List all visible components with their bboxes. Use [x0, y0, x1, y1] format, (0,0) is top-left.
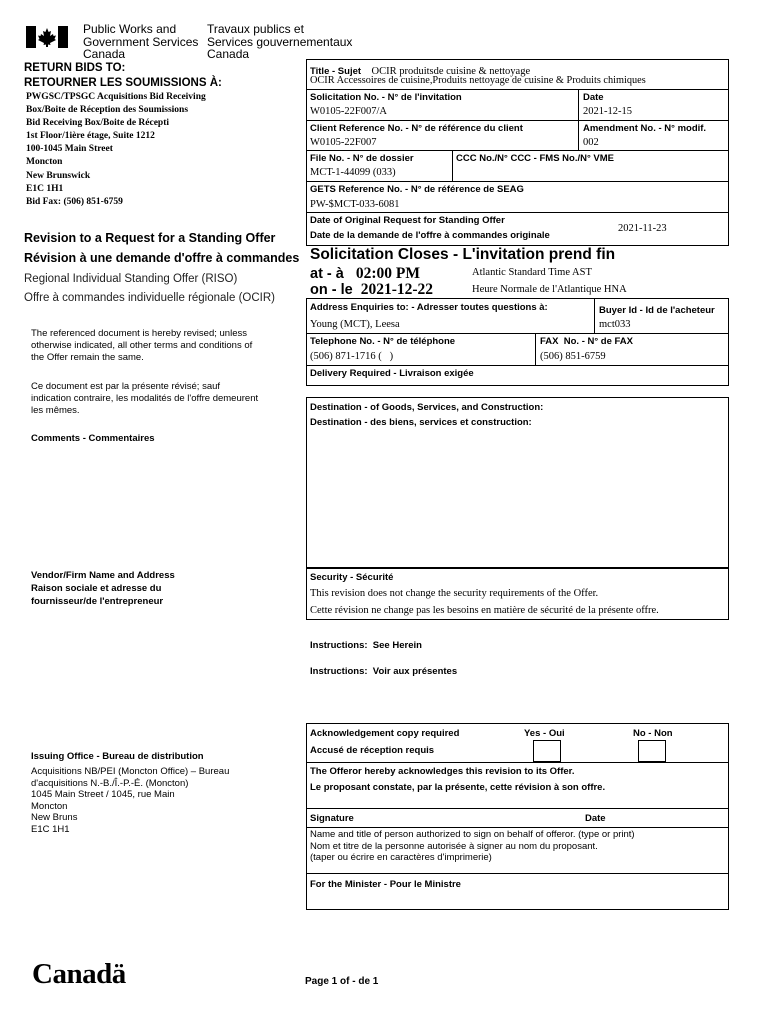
- security-line-1: This revision does not change the security requirements of the Offer.: [310, 588, 599, 599]
- return-bids-address: PWGSC/TPSGC Acquisitions Bid Receiving Box/Boite de Réception des Soumissions Bid Receiving Box/Boite de Récepti 1st Floor/1ière étage, Suite 1212 100-1045 Main Street Moncton New Brunswick E1C 1H1 Bid Fax: (506) 851-6759: [26, 92, 206, 207]
- delivery-label: Delivery Required - Livraison exigée: [310, 368, 474, 379]
- signatory-name-instructions: Name and title of person authorized to sign on behalf of offeror. (type or print) Nom et titre de la personne autorisée à signer au nom du proposant. (taper ou écrire en caractères d'imprimerie): [310, 829, 635, 863]
- title-label: Title - Sujet: [310, 66, 362, 77]
- closes-on-row: on - le 2021-12-22: [310, 281, 434, 298]
- amendment-value: 002: [583, 137, 599, 148]
- original-request-label-en: Date of Original Request for Standing Offer: [310, 215, 505, 226]
- title-line-1: OCIR produitsde cuisine & nettoyage: [371, 66, 531, 77]
- signature-date-label: Date: [585, 813, 606, 824]
- comments-label: Comments - Commentaires: [31, 433, 155, 444]
- security-line-2: Cette révision ne change pas les besoins en matière de sécurité de la présente offre.: [310, 605, 659, 616]
- issuing-office-address: Acquisitions NB/PEI (Moncton Office) – Bureau d'acquisitions N.-B./Î.-P.-É. (Moncton) 1045 Main Street / 1045, rue Main Moncton New Bruns E1C 1H1: [31, 766, 230, 835]
- issuing-office-label: Issuing Office - Bureau de distribution: [31, 751, 204, 762]
- ack-label-en: Acknowledgement copy required: [310, 728, 460, 739]
- revision-title-fr: Révision à une demande d'offre à commandes: [24, 251, 300, 265]
- instructions-fr: Instructions: Voir aux présentes: [310, 666, 458, 677]
- vendor-label: Vendor/Firm Name and Address Raison sociale et adresse du fournisseur/de l'entrepreneur: [31, 570, 175, 607]
- gets-value: PW-$MCT-033-6081: [310, 199, 400, 210]
- ack-no-label: No - Non: [633, 728, 673, 739]
- title-line-2: OCIR Accessoires de cuisine,Produits nettoyage de cuisine & Produits chimiques: [310, 75, 646, 86]
- destination-label-en: Destination - of Goods, Services, and Construction:: [310, 402, 544, 413]
- ack-yes-label: Yes - Oui: [524, 728, 565, 739]
- telephone-value: (506) 871-1716 ( ): [310, 351, 394, 362]
- return-bids-title: RETURN BIDS TO: RETOURNER LES SOUMISSIONS À:: [24, 62, 222, 89]
- ccc-label: CCC No./N° CCC - FMS No./N° VME: [456, 153, 615, 164]
- client-ref-label: Client Reference No. - N° de référence du client: [310, 123, 523, 134]
- original-request-label-fr: Date de la demande de l'offre à commandes originale: [310, 230, 550, 241]
- enquiries-label: Address Enquiries to: - Adresser toutes questions à:: [310, 302, 548, 313]
- fax-label: FAX No. - N° de FAX: [540, 336, 634, 347]
- ack-yes-checkbox[interactable]: [533, 740, 561, 762]
- telephone-label: Telephone No. - N° de téléphone: [310, 336, 456, 347]
- ack-no-checkbox[interactable]: [638, 740, 666, 762]
- department-name-en: Public Works and Government Services Canada: [83, 22, 199, 61]
- page-number: Page 1 of - de 1: [305, 976, 379, 987]
- closes-date: 2021-12-22: [360, 281, 434, 298]
- closes-time: 02:00 PM: [355, 265, 421, 282]
- file-no-value: MCT-1-44099 (033): [310, 167, 396, 178]
- revision-note-en: The referenced document is hereby revised; unless otherwise indicated, all other terms and conditions of the Offer remain the same.: [31, 328, 253, 363]
- buyer-label: Buyer Id - Id de l'acheteur: [599, 305, 715, 316]
- closes-at-row: at - à 02:00 PM: [310, 265, 421, 282]
- amendment-label: Amendment No. - N° modif.: [583, 123, 707, 134]
- destination-label-fr: Destination - des biens, services et construction:: [310, 417, 532, 428]
- solicitation-closes-title: Solicitation Closes - L'invitation prend fin: [310, 246, 616, 263]
- canada-flag-icon: [26, 26, 68, 48]
- gets-label: GETS Reference No. - N° de référence de SEAG: [310, 184, 524, 195]
- signature-label: Signature: [310, 813, 354, 824]
- instructions-en: Instructions: See Herein: [310, 640, 422, 651]
- department-name-fr: Travaux publics et Services gouvernementaux Canada: [207, 22, 353, 61]
- canada-wordmark: Canadä: [32, 958, 126, 990]
- revision-note-fr: Ce document est par la présente révisé; sauf indication contraire, les modalités de l'offre demeurent les mêmes.: [31, 381, 259, 416]
- security-label: Security - Sécurité: [310, 572, 394, 583]
- fax-value: (506) 851-6759: [540, 351, 606, 362]
- solicitation-label: Solicitation No. - N° de l'invitation: [310, 92, 462, 103]
- offer-type-fr: Offre à commandes individuelle régionale (OCIR): [24, 292, 275, 304]
- revision-title-en: Revision to a Request for a Standing Offer: [24, 231, 276, 245]
- offeror-ack-en: The Offeror hereby acknowledges this revision to its Offer.: [310, 766, 575, 777]
- offeror-ack-fr: Le proposant constate, par la présente, cette révision à son offre.: [310, 782, 606, 793]
- timezone-en: Atlantic Standard Time AST: [472, 267, 592, 278]
- enquiries-value: Young (MCT), Leesa: [310, 319, 400, 330]
- file-no-label: File No. - N° de dossier: [310, 153, 414, 164]
- solicitation-value: W0105-22F007/A: [310, 106, 387, 117]
- minister-label: For the Minister - Pour le Ministre: [310, 879, 461, 890]
- timezone-fr: Heure Normale de l'Atlantique HNA: [472, 284, 627, 295]
- original-request-value: 2021-11-23: [618, 223, 667, 234]
- offer-type-en: Regional Individual Standing Offer (RISO): [24, 273, 238, 285]
- buyer-value: mct033: [599, 319, 631, 330]
- date-value: 2021-12-15: [583, 106, 632, 117]
- ack-label-fr: Accusé de réception requis: [310, 745, 435, 756]
- date-label: Date: [583, 92, 604, 103]
- client-ref-value: W0105-22F007: [310, 137, 377, 148]
